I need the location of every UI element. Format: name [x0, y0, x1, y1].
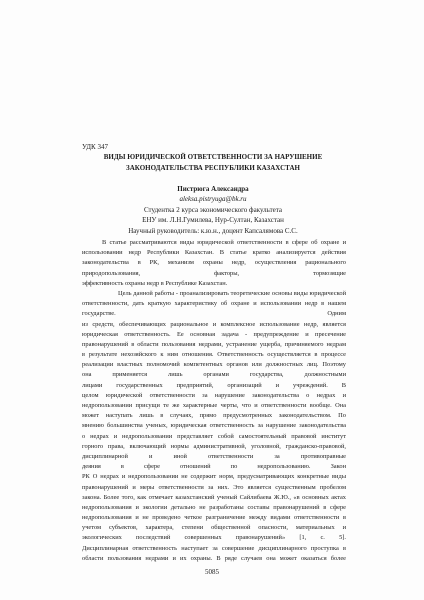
body-line: РК О недрах и недропользовании не содержит норм, предусматривающих конкретные виды	[82, 473, 346, 481]
body-line: ответственности, дать краткую характеристику об охране и использовании недр в нашем	[82, 300, 346, 308]
body-line: закона. Более того, как отмечает казахстанский ученый Сайлибаева Ж.Ю., «в основных актах	[82, 493, 346, 501]
body-line: Цель данной работы - проанализировать теоретические основы виды юридической	[118, 289, 346, 297]
body-line: в результате нехозяйского к ним отношения. Ответственность осуществляется в процессе	[82, 351, 346, 359]
scientific-advisor: Научный руководитель: к.ю.н., доцент Капсалямова С.С.	[128, 226, 298, 235]
body-line: лицами государственных предприятий, организаций и учреждений. В	[82, 381, 346, 389]
article-title	[80, 152, 346, 173]
body-line: о недрах и недропользовании представляет собой самостоятельный правовой институт	[82, 432, 346, 440]
author-affiliation: ЕНУ им. Л.Н.Гумилева, Нур-Султан, Казахстан	[142, 216, 284, 225]
article-body	[82, 238, 346, 564]
author-email: aleksa.pistryuga@bk.ru	[179, 195, 247, 204]
page-number: 5085	[205, 568, 219, 576]
body-line: законодательства в РК, механизм охраны недр, осуществления рационального	[82, 259, 346, 267]
body-line: экологических последствий совершенных правонарушений» [1, с. 5].	[82, 534, 346, 542]
title-line: ЗАКОНОДАТЕЛЬСТВА РЕСПУБЛИКИ КАЗАХСТАН	[126, 163, 300, 172]
body-line: недропользовании присущи те же характерные черты, что и ответственности вообще. Она	[82, 402, 346, 409]
body-line: правонарушений и меры ответственности за них. Это является существенным пробелом	[82, 483, 346, 491]
body-line: области пользования недрами и их охраны. В ряде случаев она может оказаться более	[82, 554, 346, 562]
body-line: из средств, обеспечивающих рациональное и комплексное использование недр, является	[82, 320, 346, 328]
body-line: может наступать лишь в случаях, прямо предусмотренных законодательством. По	[82, 412, 346, 420]
body-line: реализации властных полномочий компетентных органов или должностных лиц. Поэтому	[82, 361, 346, 369]
author-name: Пистрюга Александра	[177, 185, 249, 193]
body-line: эффективность охраны недр в Республике Казахстан.	[82, 279, 228, 287]
title-line: ВИДЫ ЮРИДИЧЕСКОЙ ОТВЕТСТВЕННОСТИ ЗА НАРУШЕНИЕ	[103, 153, 323, 161]
body-line: целом юридической ответственности за нарушение законодательства о недрах и	[82, 391, 346, 399]
body-line: использовании недр Республики Казахстан. В статье кратко анализируется действия	[82, 249, 346, 257]
body-line: мнению большинства ученых, юридическая ответственность за нарушение законодательства	[82, 422, 346, 430]
body-line: В статье рассматриваются виды юридической ответственности в сфере об охране и	[102, 239, 346, 246]
body-line: деяния в сфере отношений по недропользованию. Закон	[82, 463, 346, 471]
author-position: Студентка 2 курса экономического факультета	[143, 205, 283, 214]
body-line: государстве. Одним	[82, 310, 346, 318]
body-line: правонарушений в области пользования недрами, устранение ущерба, причиняемого недрам	[82, 340, 346, 348]
body-line: дисциплинарной и иной ответственности за противоправные	[82, 452, 346, 460]
body-line: она применяется лишь органами государства, должностными	[82, 371, 346, 379]
body-line: недропользования и не проведено четкое разграничение между видами ответственности в	[82, 514, 346, 522]
body-line: Дисциплинарная ответственность наступает за совершение дисциплинарного проступка в	[82, 544, 346, 552]
author-block	[80, 184, 346, 236]
udc-code: УДК 347	[82, 143, 108, 151]
body-line: юридическая ответственность. Ее основная задача - предупреждение и пресечение	[82, 330, 346, 338]
body-line: учетом субъектов, характера, степени общественной опасности, материальных и	[82, 524, 346, 532]
body-line: природопользования, факторы, тормозящие	[82, 269, 346, 277]
body-line: недропользования и экологии детально не разработаны составы правонарушений в сфере	[82, 503, 346, 511]
body-line: горного права, включающий нормы административной, уголовной, гражданско-правовой,	[82, 442, 346, 450]
